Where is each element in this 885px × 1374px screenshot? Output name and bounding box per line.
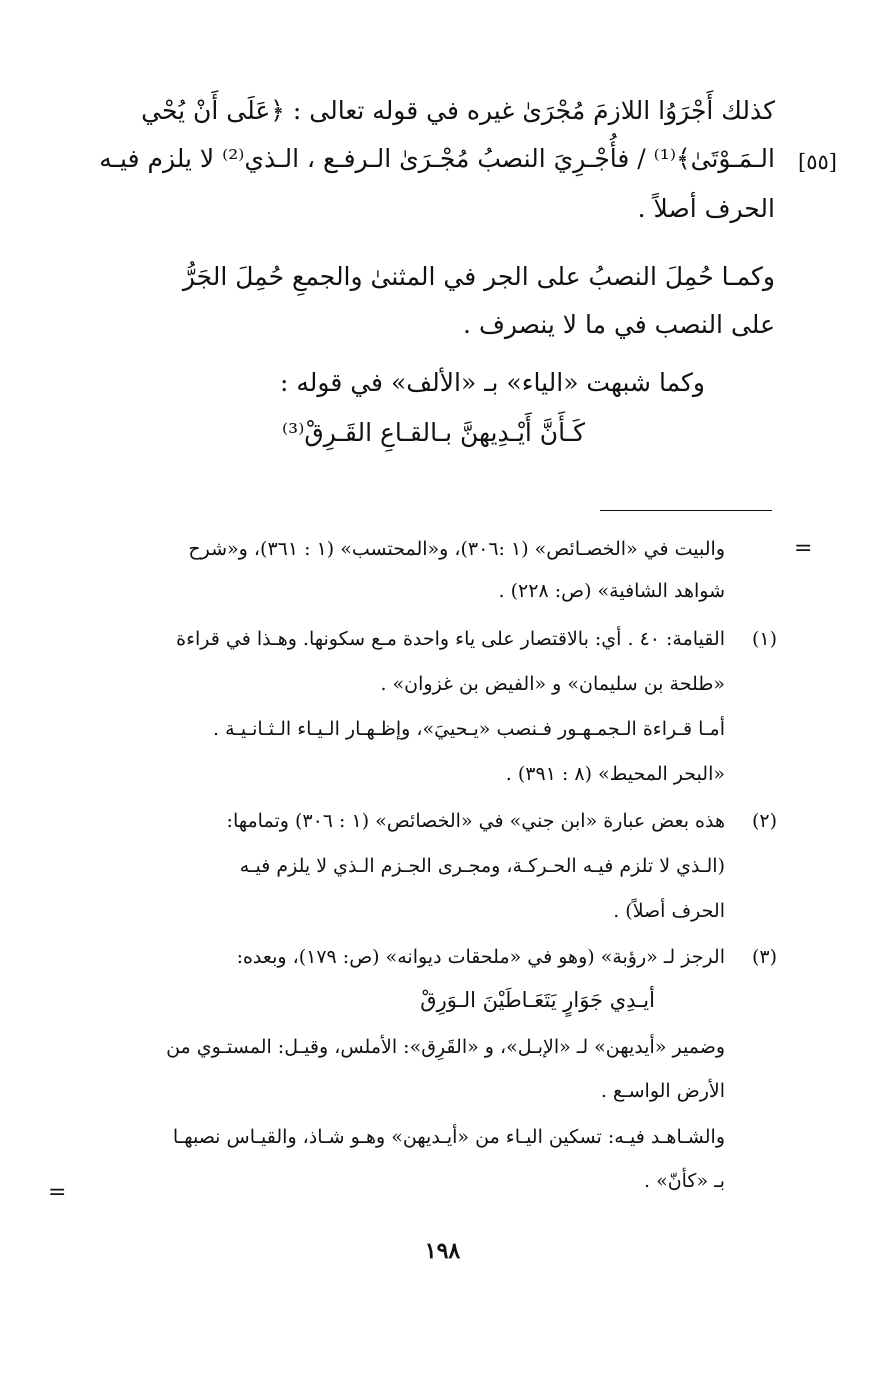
footnote-1-line-2: «طلحة بن سليمان» و «الفيض بن غزوان» . bbox=[380, 673, 725, 695]
footnote-1-number: (١) bbox=[751, 628, 777, 650]
footnote-2-line-1: هذه بعض عبارة «ابن جني» في «الخصائص» (١ : ٣٠٦) وتمامها: bbox=[226, 810, 725, 832]
footnote-2-number: (٢) bbox=[751, 810, 777, 832]
footnote-3-line-2: وضمير «أيديهن» لـ «الإبـل»، و «القَرِق»: الأملس، وقيـل: المستـوي من bbox=[166, 1036, 725, 1058]
footnote-3-number: (٣) bbox=[751, 946, 777, 968]
footnote-2-line-2: (الـذي لا تلزم فيـه الحـركـة، ومجـرى الجـزم الـذي لا يلزم فيـه bbox=[239, 855, 725, 877]
marginal-page-reference: [٥٥] bbox=[798, 150, 837, 174]
footnote-3-line-4: والشـاهـد فيـه: تسكين اليـاء من «أيـديهن» وهـو شـاذ، والقيـاس نصبهـا bbox=[172, 1126, 725, 1148]
footnote-3-line-1: الرجز لـ «رؤبة» (وهو في «ملحقات ديوانه» (ص: ١٧٩)، وبعده: bbox=[236, 946, 725, 968]
poetry-verse: كَـأَنَّ أَيْـدِيهنَّ بـالقـاعِ القَـرِقْ⁽³⁾ bbox=[282, 418, 585, 447]
footnote-2-line-3: الحرف أصلاً) . bbox=[613, 900, 725, 922]
footnote-3-line-5: بـ «كأنّ» . bbox=[643, 1170, 725, 1192]
main-text-line-3: الحرف أصلاً . bbox=[637, 194, 775, 223]
footnote-continuation-line-1: والبيت في «الخصـائص» (١ :٣٠٦)، و«المحتسب» (١ : ٣٦١)، و«شرح bbox=[188, 538, 725, 560]
main-text-line-6: وكما شبهت «الياء» بـ «الألف» في قوله : bbox=[280, 368, 705, 397]
main-text-line-5: على النصب في ما لا ينصرف . bbox=[463, 310, 775, 339]
page-number: ١٩٨ bbox=[424, 1238, 461, 1264]
footnote-1-line-3: أمـا قـراءة الـجمـهـور فـنصب «يـحييَ»، وإظـهـار الـيـاء الـثـانـيـة . bbox=[213, 718, 725, 740]
footnote-separator bbox=[600, 510, 772, 511]
footnote-1-line-1: القيامة: ٤٠ . أي: بالاقتصار على ياء واحدة مـع سكونها. وهـذا في قراءة bbox=[176, 628, 725, 650]
footnote-1-line-4: «البحر المحيط» (٨ : ٣٩١) . bbox=[505, 763, 725, 785]
end-continuation-mark: = bbox=[48, 1180, 67, 1205]
main-text-line-1: كذلك أَجْرَوُا اللازمَ مُجْرَىٰ غيره في قوله تعالى : ﴿عَلَى أَنْ يُحْي bbox=[141, 96, 775, 125]
footnote-3-line-3: الأرض الواسـع . bbox=[600, 1080, 725, 1102]
main-text-line-4: وكمـا حُمِلَ النصبُ على الجر في المثنىٰ والجمعِ حُمِلَ الجَرُّ bbox=[182, 262, 775, 291]
footnote-continuation-line-2: شواهد الشافية» (ص: ٢٢٨) . bbox=[498, 580, 725, 602]
main-text-line-2: الـمَـوْتَىٰ﴾⁽¹⁾ / فأُجْـرِيَ النصبُ مُجْـرَىٰ الـرفـع ، الـذي⁽²⁾ لا يلزم فيـه bbox=[99, 144, 775, 173]
continuation-mark: = bbox=[794, 536, 813, 561]
footnote-3-verse: أيـدِي جَوَارٍ يَتَعَـاطَيْنَ الـوَرِقْ bbox=[420, 988, 655, 1012]
